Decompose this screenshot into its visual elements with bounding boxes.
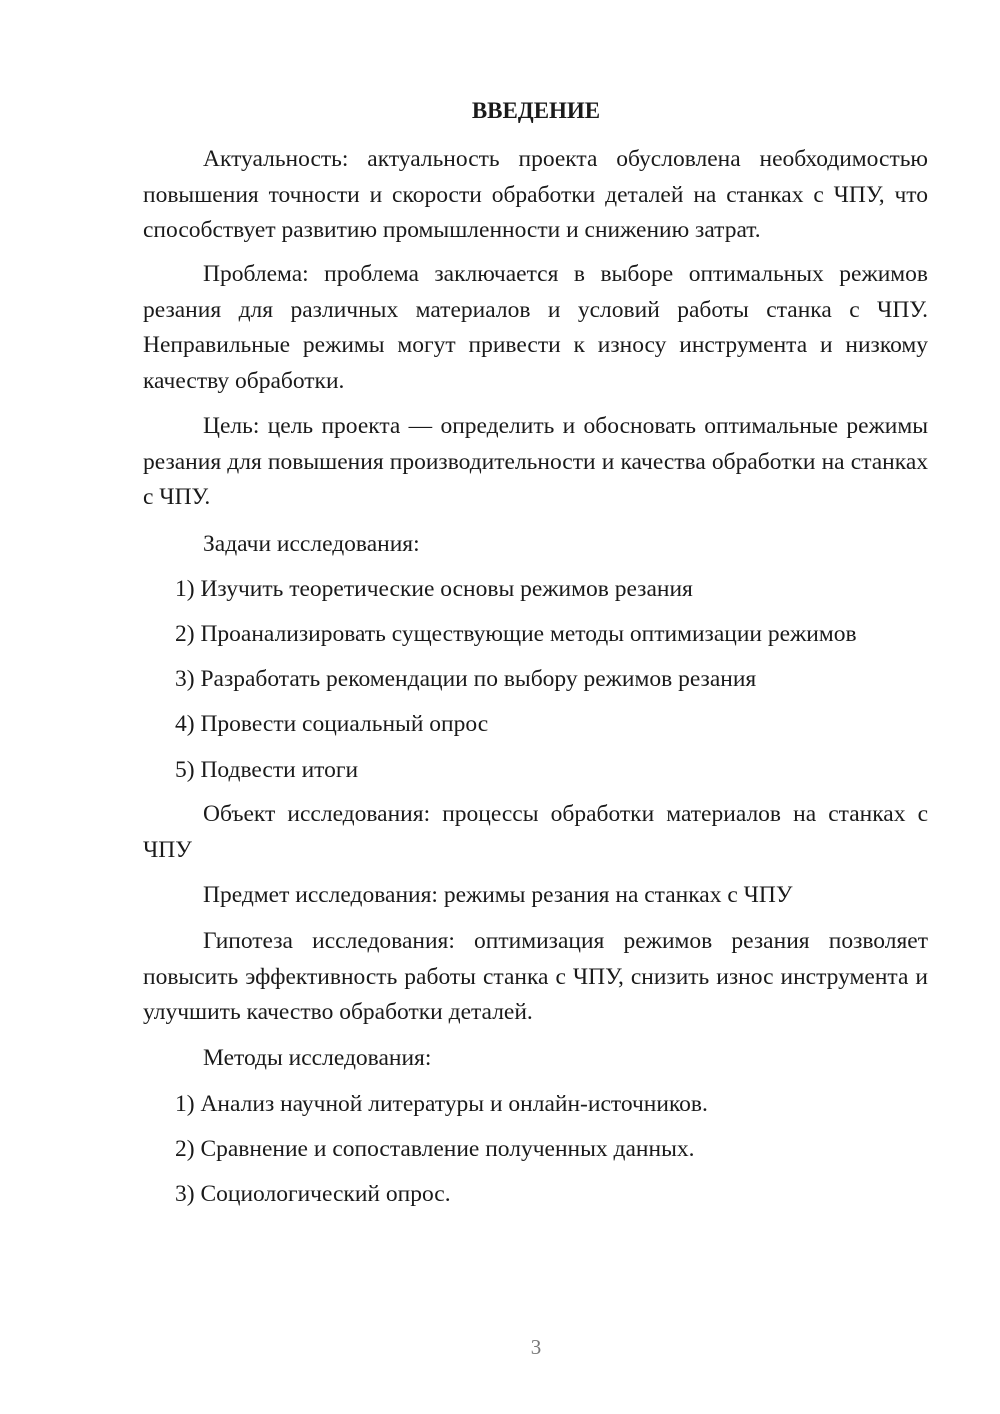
task-item: 3) Разработать рекомендации по выбору режимов резания <box>175 666 757 692</box>
task-item: 4) Провести социальный опрос <box>175 711 489 737</box>
task-item: 1) Изучить теоретические основы режимов резания <box>175 576 693 602</box>
problem-paragraph: Проблема: проблема заключается в выборе оптимальных режимов резания для различных материалов и условий работы станка с ЧПУ. Неправильные режимы могут привести к износу инструмента и низкому качеству обработки. <box>143 261 928 394</box>
method-item: 3) Социологический опрос. <box>175 1181 451 1207</box>
page-title: ВВЕДЕНИЕ <box>471 98 601 123</box>
methods-heading: Методы исследования: <box>203 1045 432 1071</box>
method-item: 2) Сравнение и сопоставление полученных данных. <box>175 1136 695 1162</box>
page-number: 3 <box>530 1335 542 1359</box>
tasks-heading: Задачи исследования: <box>203 531 420 557</box>
task-item: 2) Проанализировать существующие методы оптимизации режимов <box>175 621 857 647</box>
goal-paragraph: Цель: цель проекта — определить и обосновать оптимальные режимы резания для повышения производительности и качества обработки на станках с ЧПУ. <box>143 413 928 510</box>
subject-paragraph: Предмет исследования: режимы резания на станках с ЧПУ <box>203 882 793 908</box>
method-item: 1) Анализ научной литературы и онлайн-источников. <box>175 1091 708 1117</box>
hypothesis-paragraph: Гипотеза исследования: оптимизация режимов резания позволяет повысить эффективность работы станка с ЧПУ, снизить износ инструмента и улучшить качество обработки деталей. <box>143 928 928 1025</box>
object-paragraph: Объект исследования: процессы обработки материалов на станках с ЧПУ <box>143 801 928 863</box>
relevance-paragraph: Актуальность: актуальность проекта обусловлена необходимостью повышения точности и скорости обработки деталей на станках с ЧПУ, что способствует развитию промышленности и снижению затрат. <box>143 146 928 243</box>
task-item: 5) Подвести итоги <box>175 757 359 783</box>
